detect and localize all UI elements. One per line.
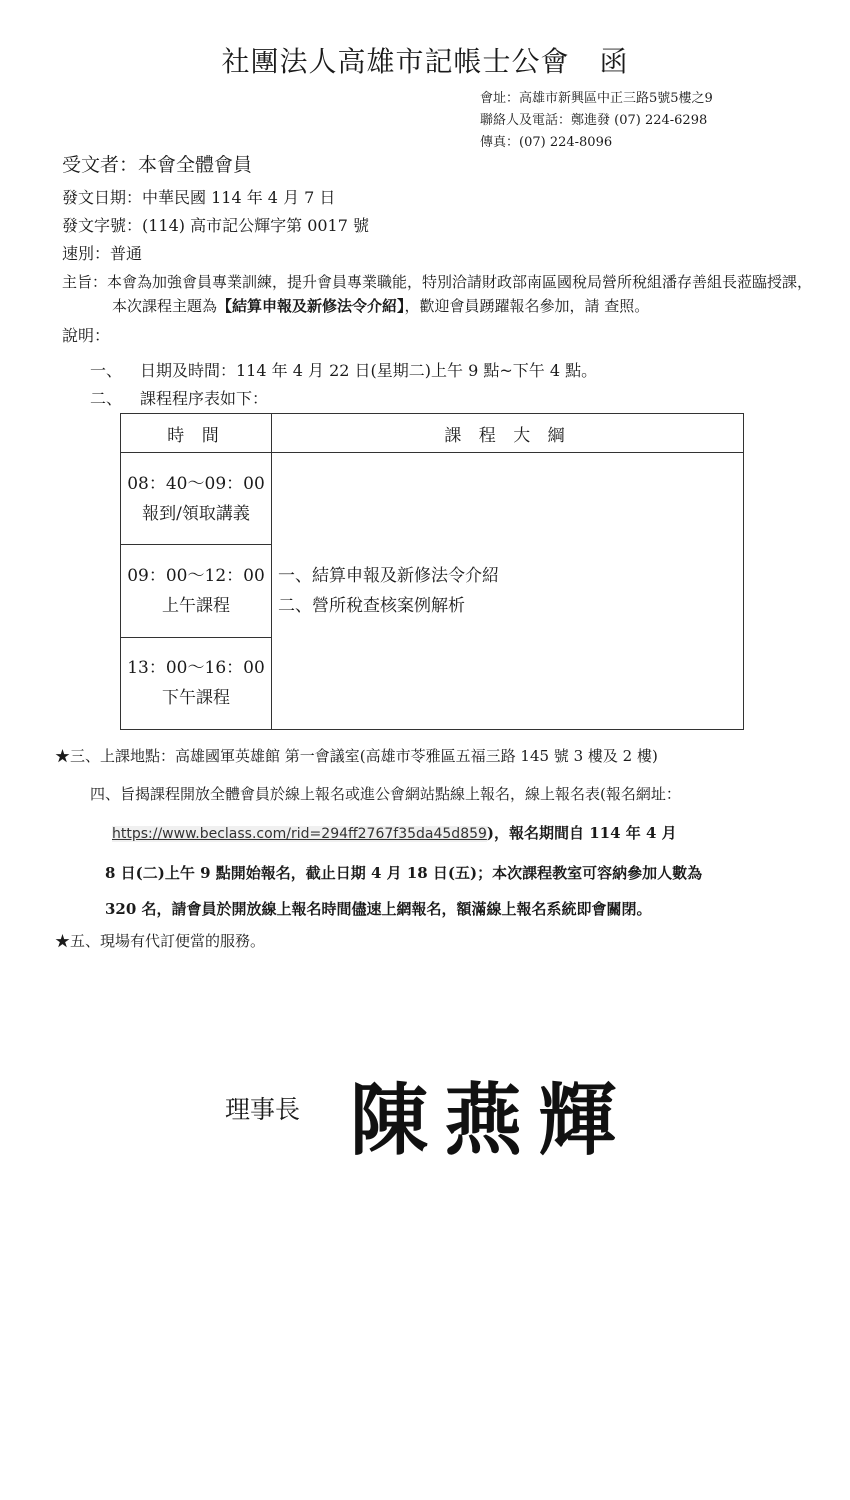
outline-cell	[272, 453, 744, 730]
time-range: 09：00～12：00	[127, 565, 265, 586]
time-desc: 報到/領取講義	[142, 503, 250, 524]
schedule-header-row	[121, 414, 744, 453]
contact-line: 聯絡人及電話：鄭進發 (07) 224-6298	[480, 113, 708, 128]
item-1-number: 一、	[90, 361, 123, 380]
star-icon: ★	[55, 747, 71, 765]
issue-date: 發文日期：中華民國 114 年 4 月 7 日	[62, 188, 336, 207]
fax-line: 傳真：(07) 224-8096	[480, 135, 613, 150]
time-desc: 下午課程	[162, 688, 230, 709]
subject-text1: 本會為加強會員專業訓練，提升會員專業職能，特別洽請財政部南區國稅局營所稅組潘存善組長蒞臨授課，本次課程主題為	[107, 273, 813, 315]
chairman-title: 理事長	[225, 1095, 301, 1124]
subject	[62, 270, 822, 318]
note-5-text: 五、現場有代訂便當的服務。	[70, 932, 266, 950]
time-cell	[121, 453, 272, 545]
subject-topic: 【結算申報及新修法令介紹】	[217, 297, 405, 315]
time-cell	[121, 637, 272, 729]
col-time-header: 時 間	[121, 414, 272, 453]
time-cell	[121, 545, 272, 637]
document-title	[0, 40, 850, 80]
explanation-label: 說明：	[62, 326, 111, 345]
note-item-5	[55, 930, 265, 951]
doc-type: 函	[599, 45, 629, 78]
recipient: 受文者：本會全體會員	[62, 154, 253, 176]
note-item-4-line1: 四、旨揭課程開放全體會員於線上報名或進公會網站點線上報名，線上報名表(報名網址：	[90, 785, 681, 803]
schedule-table	[120, 413, 744, 730]
association-name: 社團法人高雄市記帳士公會	[221, 45, 570, 78]
outline-item-1: 一、結算申報及新修法令介紹	[278, 566, 499, 586]
chairman-signature: 陳燕輝	[350, 1075, 633, 1166]
time-range: 08：40～09：00	[127, 473, 265, 494]
explanation-item-2	[90, 386, 268, 409]
item-2-text: 課程程序表如下：	[140, 389, 269, 408]
item-2-number: 二、	[90, 389, 123, 408]
explanation-item-1	[90, 358, 597, 381]
note-item-4-line4: 320 名，請會員於開放線上報名時間儘速上網報名，額滿線上報名系統即會關閉。	[105, 900, 652, 918]
star-icon: ★	[55, 932, 71, 950]
subject-label: 主旨：	[62, 273, 108, 291]
item-1-text: 日期及時間：114 年 4 月 22 日(星期二)上午 9 點~下午 4 點。	[140, 361, 598, 380]
note-4-period: )，報名期間自 114 年 4 月	[486, 824, 677, 842]
note-item-4-line2	[112, 822, 677, 843]
document-number: 發文字號：(114) 高市記公輝字第 0017 號	[62, 216, 370, 235]
time-desc: 上午課程	[162, 595, 230, 616]
subject-text2: ，歡迎會員踴躍報名參加，請 查照。	[404, 297, 650, 315]
address-line: 會址：高雄市新興區中正三路5號5樓之9	[480, 91, 713, 106]
col-outline-header: 課 程 大 綱	[272, 414, 744, 453]
table-row	[121, 453, 744, 545]
outline-item-2: 二、營所稅查核案例解析	[278, 596, 465, 616]
note-item-3	[55, 745, 658, 766]
registration-link[interactable]: https://www.beclass.com/rid=294ff2767f35da45d859	[112, 826, 487, 842]
note-item-4-line3: 8 日(二)上午 9 點開始報名，截止日期 4 月 18 日(五)；本次課程教室可容納參加人數為	[105, 864, 703, 882]
note-3-text: 三、上課地點：高雄國軍英雄館 第一會議室(高雄市苓雅區五福三路 145 號 3 樓及 2 樓)	[70, 747, 658, 765]
time-range: 13：00～16：00	[127, 658, 265, 679]
priority: 速別：普通	[62, 244, 143, 263]
